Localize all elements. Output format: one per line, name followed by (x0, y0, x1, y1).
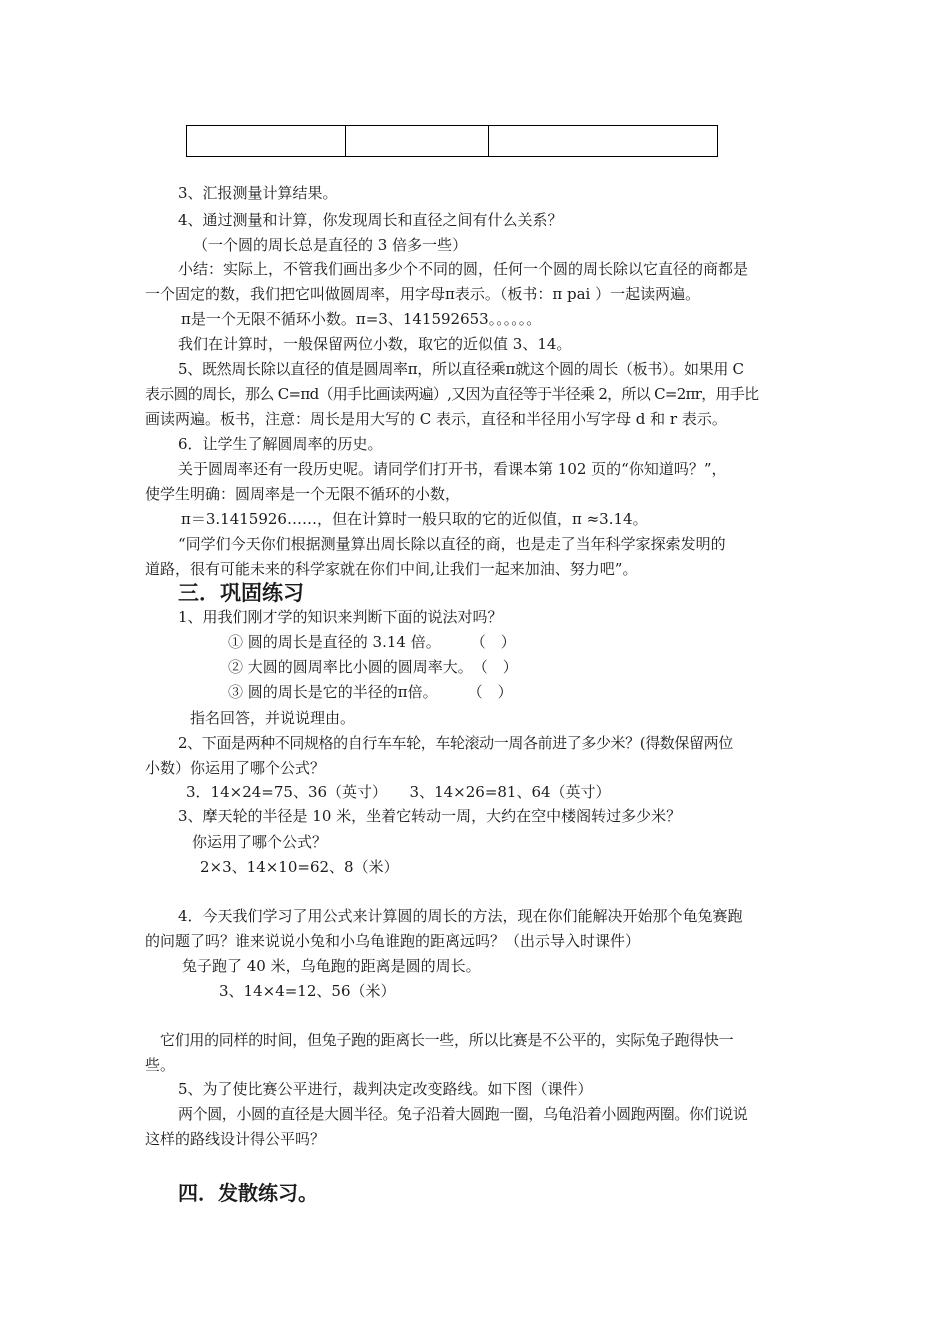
paragraph-line: 关于圆周率还有一段历史呢。请同学们打开书，看课本第 102 页的“你知道吗？”， (178, 460, 727, 478)
paragraph-line: 它们用的同样的时间，但兔子跑的距离长一些，所以比赛是不公平的，实际兔子跑得快一 (160, 1031, 734, 1049)
paragraph-line: 2、下面是两种不同规格的自行车车轮，车轮滚动一周各前进了多少米？(得数保留两位 (178, 734, 733, 752)
section-heading: 四．发散练习。 (178, 1181, 318, 1205)
paragraph-line: 3．14×24=75、36（英寸） 3、14×26=81、64（英寸） (186, 783, 611, 801)
paragraph-line: 3、摩天轮的半径是 10 米，坐着它转动一周，大约在空中楼阁转过多少米？ (178, 807, 682, 825)
paragraph-line: 1、用我们刚才学的知识来判断下面的说法对吗？ (178, 608, 503, 626)
paragraph-line: 使学生明确：圆周率是一个无限不循环的小数， (145, 485, 461, 503)
paragraph-line: 指名回答，并说说理由。 (190, 709, 356, 727)
paragraph-line: 你运用了哪个公式？ (192, 833, 328, 851)
table-cell (187, 126, 346, 157)
paragraph-line: 2×3、14×10=62、8（米） (200, 858, 399, 876)
paragraph-line: 这样的路线设计得公平吗？ (145, 1130, 326, 1148)
paragraph-line: 道路，很有可能未来的科学家就在你们中间,让我们一起来加油、努力吧”。 (145, 560, 638, 578)
paragraph-line: 一个固定的数，我们把它叫做圆周率，用字母π表示。（板书：π pai ）一起读两遍。 (145, 285, 701, 303)
paragraph-line: 6．让学生了解圆周率的历史。 (178, 435, 383, 453)
paragraph-line: π＝3.1415926……，但在计算时一般只取的它的近似值，π ≈3.14。 (181, 510, 648, 528)
table-row (187, 126, 718, 157)
paragraph-line: 表示圆的周长，那么 C=πd（用手比画读两遍）,又因为直径等于半径乘 2，所以 C=2πr，用手比 (145, 385, 759, 403)
paragraph-line: 5、为了使比赛公平进行，裁判决定改变路线。如下图（课件） (178, 1080, 593, 1098)
paragraph-line: ③ 圆的周长是它的半径的π倍。 （ ） (228, 683, 513, 701)
paragraph-line: 3、14×4=12、56（米） (219, 982, 396, 1000)
paragraph-line: 5、既然周长除以直径的值是圆周率π，所以直径乘π就这个圆的周长（板书）。如果用 C (178, 360, 744, 378)
paragraph-line: “同学们今天你们根据测量算出周长除以直径的商，也是走了当年科学家探索发明的 (178, 535, 726, 553)
paragraph-line: 小数）你运用了哪个公式？ (145, 759, 326, 777)
paragraph-line: 兔子跑了 40 米，乌龟跑的距离是圆的周长。 (182, 957, 481, 975)
paragraph-line: 画读两遍。板书，注意：周长是用大写的 C 表示，直径和半径用小写字母 d 和 r 表示。 (145, 410, 727, 428)
section-heading: 三．巩固练习 (178, 581, 304, 605)
paragraph-line: 的问题了吗？谁来说说小兔和小乌龟谁跑的距离远吗？（出示导入时课件） (145, 932, 641, 950)
table-cell (346, 126, 489, 157)
paragraph-line: ② 大圆的圆周率比小圆的圆周率大。 （ ） (228, 658, 518, 676)
measurement-table (186, 125, 718, 157)
paragraph-line: π是一个无限不循环小数。π=3、141592653。。。。。。 (181, 310, 542, 328)
paragraph-line: 些。 (145, 1056, 176, 1074)
paragraph-line: ① 圆的周长是直径的 3.14 倍。 （ ） (228, 633, 516, 651)
paragraph-line: 两个圆，小圆的直径是大圆半径。兔子沿着大圆跑一圈，乌龟沿着小圆跑两圈。你们说说 (178, 1105, 748, 1123)
paragraph-line: 3、汇报测量计算结果。 (178, 184, 338, 202)
paragraph-line: 4．今天我们学习了用公式来计算圆的周长的方法，现在你们能解决开始那个龟兔赛跑 (178, 907, 743, 925)
paragraph-line: 小结：实际上，不管我们画出多少个不同的圆，任何一个圆的周长除以它直径的商都是 (178, 260, 749, 278)
paragraph-line: 4、通过测量和计算，你发现周长和直径之间有什么关系？ (178, 211, 563, 229)
paragraph-line: （一个圆的周长总是直径的 3 倍多一些） (193, 236, 468, 254)
paragraph-line: 我们在计算时，一般保留两位小数，取它的近似值 3、14。 (178, 335, 572, 353)
table-cell (489, 126, 718, 157)
